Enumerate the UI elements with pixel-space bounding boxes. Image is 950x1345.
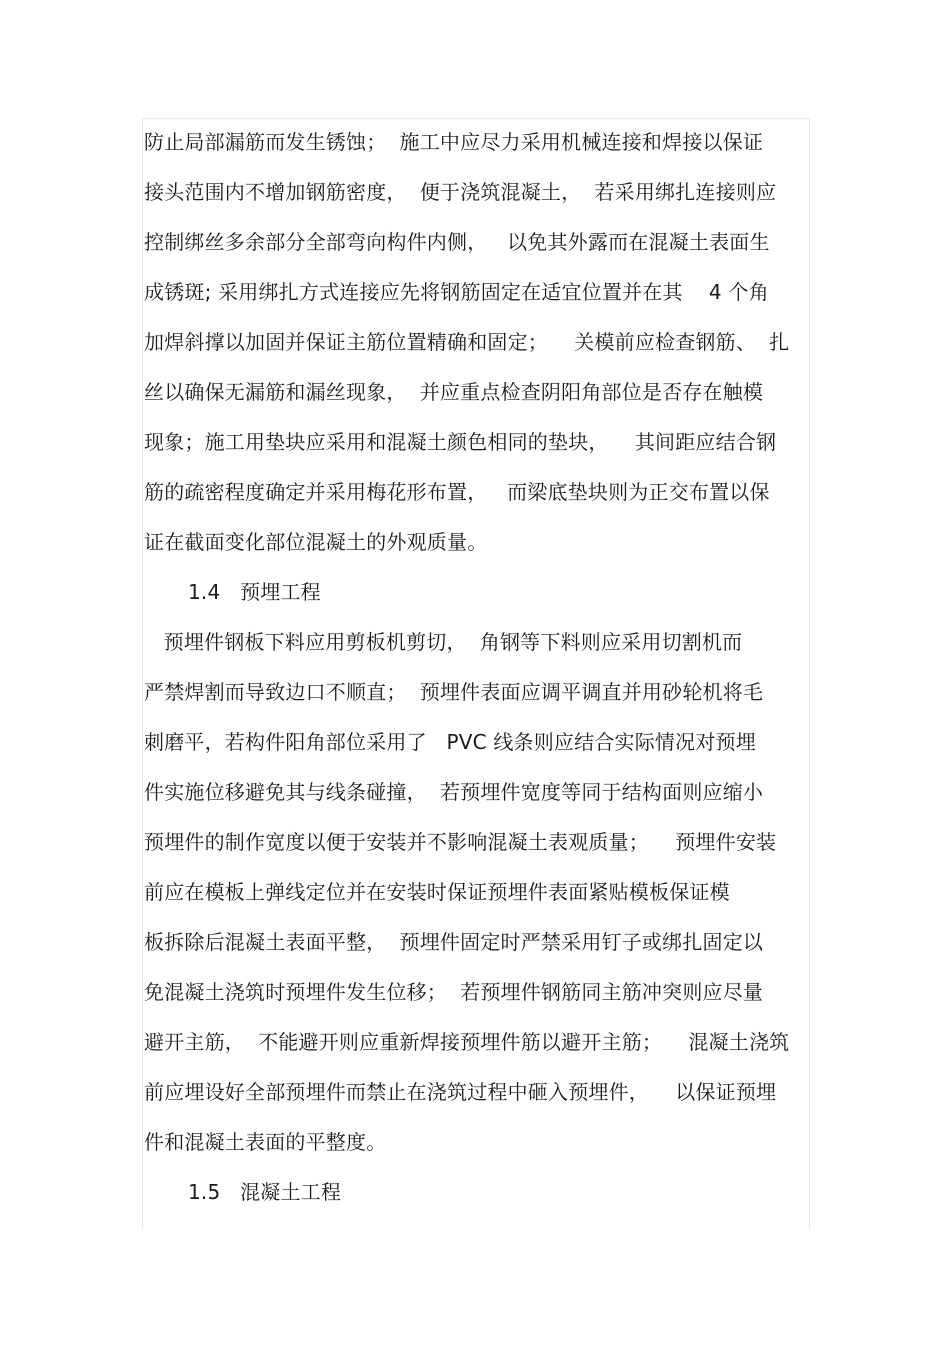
body-line: 件实施位移避免其与线条碰撞， 若预埋件宽度等同于结构面则应缩小 — [144, 780, 764, 804]
body-line: 现象；施工用垫块应采用和混凝土颜色相同的垫块， 其间距应结合钢 — [144, 430, 777, 454]
body-line: 前应在模板上弹线定位并在安装时保证预埋件表面紧贴模板保证模 — [144, 880, 730, 904]
body-line: 筋的疏密程度确定并采用梅花形布置， 而梁底垫块则为正交布置以保 — [144, 480, 770, 504]
body-line: 成锈斑; 采用绑扎方式连接应先将钢筋固定在适宜位置并在其 4 个角 — [144, 280, 769, 304]
body-line: 控制绑丝多余部分全部弯向构件内侧， 以免其外露而在混凝土表面生 — [144, 230, 770, 254]
body-line: 免混凝土浇筑时预埋件发生位移； 若预埋件钢筋同主筋冲突则应尽量 — [144, 980, 764, 1004]
body-line: 刺磨平，若构件阳角部位采用了 PVC 线条则应结合实际情况对预埋 — [144, 730, 756, 754]
body-line: 丝以确保无漏筋和漏丝现象， 并应重点检查阴阳角部位是否存在触模 — [144, 380, 764, 404]
body-line: 严禁焊割而导致边口不顺直； 预埋件表面应调平调直并用砂轮机将毛 — [144, 680, 764, 704]
body-line: 证在截面变化部位混凝土的外观质量。 — [144, 530, 488, 554]
body-line: 件和混凝土表面的平整度。 — [144, 1130, 387, 1154]
body-line: 避开主筋， 不能避开则应重新焊接预埋件筋以避开主筋； 混凝土浇筑 — [144, 1030, 790, 1054]
body-line: 预埋件的制作宽度以便于安装并不影响混凝土表观质量； 预埋件安装 — [144, 830, 777, 854]
section-heading: 1.5 混凝土工程 — [188, 1180, 342, 1204]
body-line: 接头范围内不增加钢筋密度， 便于浇筑混凝土， 若采用绑扎连接则应 — [144, 180, 777, 204]
section-heading: 1.4 预埋工程 — [188, 580, 321, 604]
body-line: 预埋件钢板下料应用剪板机剪切， 角钢等下料则应采用切割机而 — [144, 630, 743, 654]
body-line: 前应埋设好全部预埋件而禁止在浇筑过程中砸入预埋件， 以保证预埋 — [144, 1080, 777, 1104]
body-line: 板拆除后混凝土表面平整， 预埋件固定时严禁采用钉子或绑扎固定以 — [144, 930, 764, 954]
body-line: 防止局部漏筋而发生锈蚀； 施工中应尽力采用机械连接和焊接以保证 — [144, 130, 764, 154]
body-line: 加焊斜撑以加固并保证主筋位置精确和固定； 关模前应检查钢筋、 扎 — [144, 330, 790, 354]
